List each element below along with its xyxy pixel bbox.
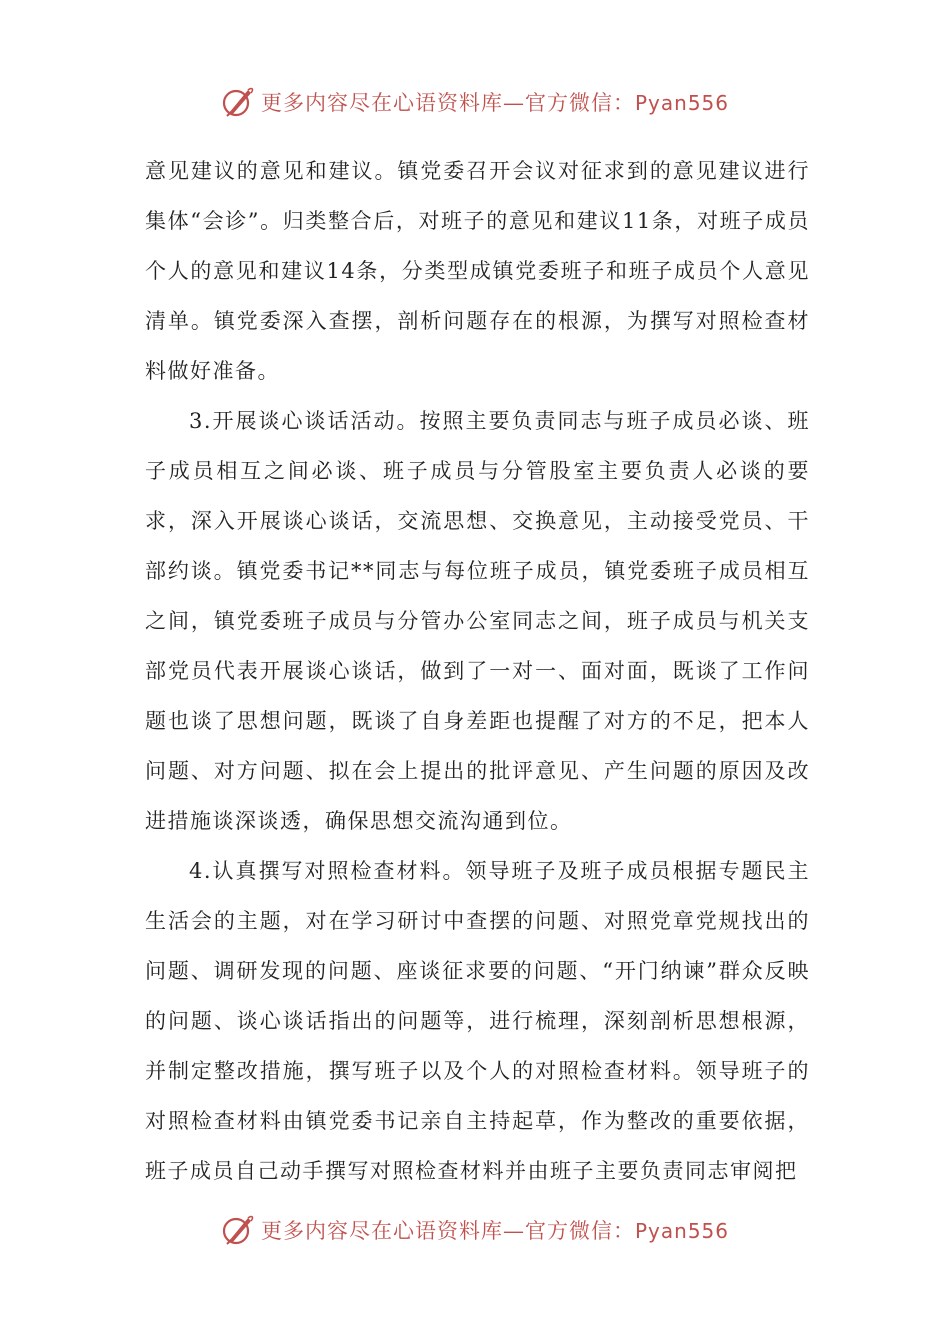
footer-banner-text: 更多内容尽在心语资料库—官方微信：Pyan556 xyxy=(260,1219,729,1243)
quill-pen-logo-icon xyxy=(221,85,255,119)
footer-banner xyxy=(0,1210,950,1250)
header-banner-text: 更多内容尽在心语资料库—官方微信：Pyan556 xyxy=(260,91,729,115)
paragraph-item-3: 3.开展谈心谈话活动。按照主要负责同志与班子成员必谈、班子成员相互之间必谈、班子成员与分管股室主要负责人必谈的要求，深入开展谈心谈话，交流思想、交换意见，主动接受党员、干部约谈。镇党委书记**同志与每位班子成员，镇党委班子成员相互之间，镇党委班子成员与分管办公室同志之间，班子成员与机关支部党员代表开展谈心谈话，做到了一对一、面对面，既谈了工作问题也谈了思想问题，既谈了自身差距也提醒了对方的不足，把本人问题、对方问题、拟在会上提出的批评意见、产生问题的原因及改进措施谈深谈透，确保思想交流沟通到位。 xyxy=(145,409,810,833)
footer-wechat-id: Pyan556 xyxy=(634,1219,729,1243)
paragraph-item-4: 4.认真撰写对照检查材料。领导班子及班子成员根据专题民主生活会的主题，对在学习研讨中查摆的问题、对照党章党规找出的问题、调研发现的问题、座谈征求要的问题、“开门纳谏”群众反映的问题、谈心谈话指出的问题等，进行梳理，深刻剖析思想根源，并制定整改措施，撰写班子以及个人的对照检查材料。领导班子的对照检查材料由镇党委书记亲自主持起草，作为整改的重要依据，班子成员自己动手撰写对照检查材料并由班子主要负责同志审阅把 xyxy=(145,859,810,1183)
document-body xyxy=(145,146,810,1196)
header-wechat-id: Pyan556 xyxy=(634,91,729,115)
quill-pen-logo-icon xyxy=(221,1213,255,1247)
header-banner xyxy=(0,82,950,122)
paragraph-continuation: 意见建议的意见和建议。镇党委召开会议对征求到的意见建议进行集体“会诊”。归类整合后，对班子的意见和建议11条，对班子成员个人的意见和建议14条，分类型成镇党委班子和班子成员个人意见清单。镇党委深入查摆，剖析问题存在的根源，为撰写对照检查材料做好准备。 xyxy=(145,159,810,383)
